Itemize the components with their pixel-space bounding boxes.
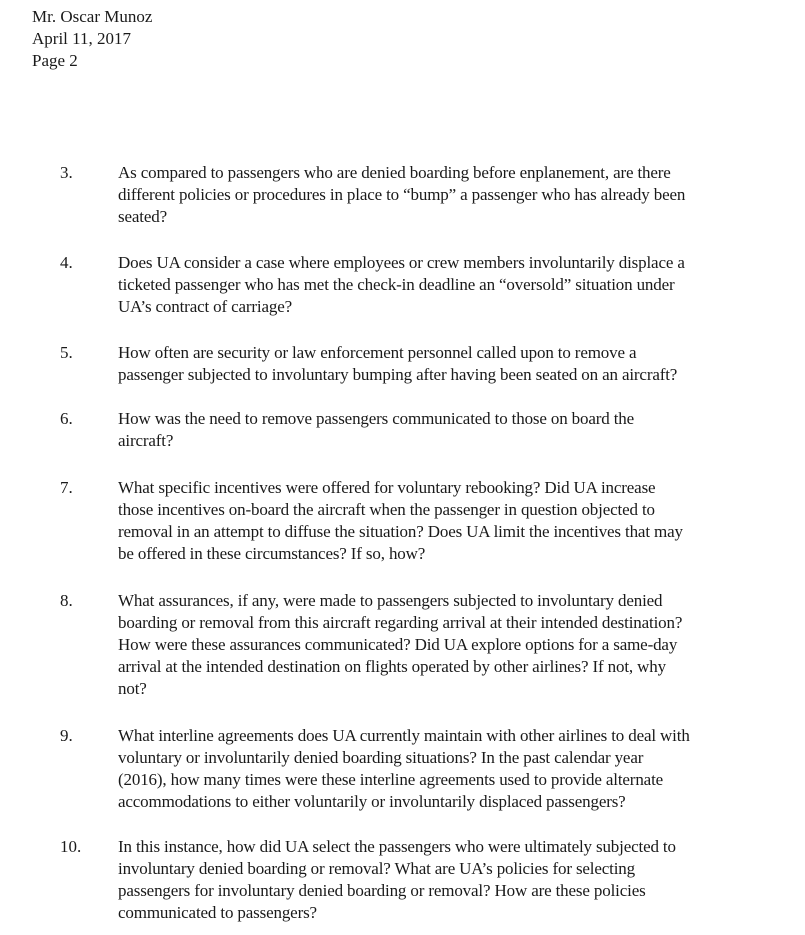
question-number: 6. bbox=[60, 409, 73, 428]
question-text bbox=[118, 342, 783, 386]
question-text bbox=[118, 590, 783, 700]
letter-date: April 11, 2017 bbox=[32, 29, 132, 48]
question-line: passenger subjected to involuntary bumping after having been seated on an aircraft? bbox=[118, 365, 678, 384]
question-line: How often are security or law enforcement personnel called upon to remove a bbox=[118, 343, 637, 362]
question-line: seated? bbox=[118, 207, 167, 226]
question-text bbox=[118, 725, 783, 813]
question-line: arrival at the intended destination on flights operated by other airlines? If not, why bbox=[118, 657, 666, 676]
recipient-name: Mr. Oscar Munoz bbox=[32, 7, 153, 26]
question-text bbox=[118, 162, 783, 228]
question-line: voluntary or involuntarily denied boarding situations? In the past calendar year bbox=[118, 748, 644, 767]
question-line: UA’s contract of carriage? bbox=[118, 297, 293, 316]
question-text bbox=[118, 477, 783, 565]
question-line: removal in an attempt to diffuse the situation? Does UA limit the incentives that may bbox=[118, 522, 683, 541]
question-line: boarding or removal from this aircraft regarding arrival at their intended destination? bbox=[118, 613, 683, 632]
question-line: those incentives on-board the aircraft when the passenger in question objected to bbox=[118, 500, 655, 519]
question-number: 9. bbox=[60, 726, 73, 745]
question-line: How was the need to remove passengers communicated to those on board the bbox=[118, 409, 635, 428]
question-line: What interline agreements does UA currently maintain with other airlines to deal with bbox=[118, 726, 690, 745]
letter-header bbox=[32, 6, 152, 72]
question-line: not? bbox=[118, 679, 147, 698]
question-line: accommodations to either voluntarily or involuntarily displaced passengers? bbox=[118, 792, 626, 811]
question-line: be offered in these circumstances? If so, how? bbox=[118, 544, 426, 563]
question-line: different policies or procedures in place to “bump” a passenger who has already been bbox=[118, 185, 686, 204]
question-text bbox=[118, 408, 783, 452]
question-number: 7. bbox=[60, 478, 73, 497]
question-line: What specific incentives were offered for voluntary rebooking? Did UA increase bbox=[118, 478, 656, 497]
question-number: 10. bbox=[60, 837, 82, 856]
question-line: aircraft? bbox=[118, 431, 174, 450]
question-number: 3. bbox=[60, 163, 73, 182]
question-line: Does UA consider a case where employees or crew members involuntarily displace a bbox=[118, 253, 685, 272]
question-line: In this instance, how did UA select the passengers who were ultimately subjected to bbox=[118, 837, 676, 856]
question-line: passengers for involuntary denied boarding or removal? How are these policies bbox=[118, 881, 646, 900]
question-line: What assurances, if any, were made to passengers subjected to involuntary denied bbox=[118, 591, 663, 610]
question-number: 5. bbox=[60, 343, 73, 362]
question-line: involuntary denied boarding or removal? What are UA’s policies for selecting bbox=[118, 859, 636, 878]
page-number: Page 2 bbox=[32, 51, 78, 70]
question-line: (2016), how many times were these interline agreements used to provide alternate bbox=[118, 770, 664, 789]
question-text bbox=[118, 836, 783, 924]
question-number: 4. bbox=[60, 253, 73, 272]
question-line: ticketed passenger who has met the check-in deadline an “oversold” situation under bbox=[118, 275, 675, 294]
question-line: How were these assurances communicated? Did UA explore options for a same-day bbox=[118, 635, 678, 654]
question-line: communicated to passengers? bbox=[118, 903, 317, 922]
question-text bbox=[118, 252, 783, 318]
question-line: As compared to passengers who are denied boarding before enplanement, are there bbox=[118, 163, 671, 182]
question-number: 8. bbox=[60, 591, 73, 610]
